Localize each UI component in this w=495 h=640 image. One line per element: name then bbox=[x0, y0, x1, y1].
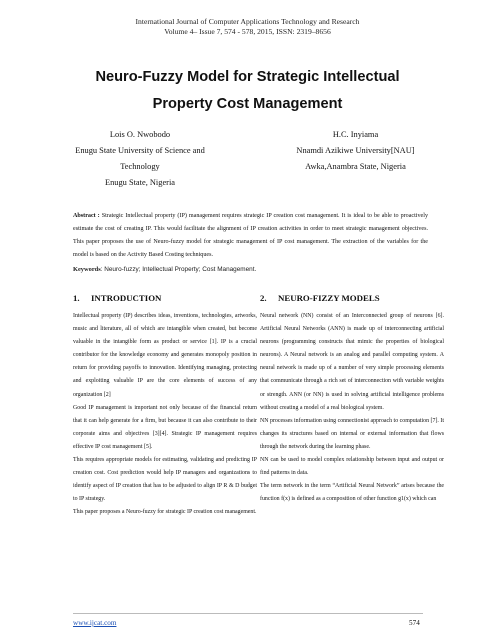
paragraph: Neural network (NN) consist of an Interconnected group of neurons [6]. Artificial Neural Networks (ANN) is made up of interconnecting artificial neurons (programming constructs that mimic the properties of biological neurons). A Neural network is an analog and parallel computing system. A neural network is made up of a number of very simple processing elements that communicate through a rich set of interconnection with variable weights or strength. ANN (or NN) is used in solving artificial intelligence problems without creating a model of a real biological system. bbox=[260, 313, 444, 411]
paragraph: NN processes information using connectionist approach to computation [7]. It changes its structures based on internal or external information that flows through the network during the learning phase. bbox=[260, 417, 444, 450]
paragraph: This paper proposes a Neuro-fuzzy for strategic IP creation cost management. bbox=[73, 509, 257, 516]
section-heading bbox=[73, 292, 257, 304]
journal-header bbox=[0, 17, 495, 37]
footer-divider bbox=[73, 613, 423, 614]
abstract bbox=[73, 210, 428, 262]
abstract-label: Abstract : bbox=[73, 213, 100, 219]
author-name: H.C. Inyiama bbox=[332, 130, 379, 139]
page-number: 574 bbox=[409, 619, 420, 627]
keywords-text: : Neuro-fuzzy; Intellectual Property; Cost Management. bbox=[100, 266, 257, 273]
author-affiliation-line: Technology bbox=[120, 162, 160, 171]
keywords-label: Keywords bbox=[73, 266, 101, 273]
author-affiliation-line: Awka,Anambra State, Nigeria bbox=[305, 162, 406, 171]
abstract-text: Strategic Intellectual property (IP) management requires strategic IP creation cost management. It is ideal to be able to proactively estimate the cost of creating IP. This would facilitate the alignment of IP creation activities in order to meet strategic management objectives. This paper proposes the use of Neuro-fuzzy model for strategic management of IP cost management. The extraction of the variables for the model is based on the Activity Based Costing techniques. bbox=[73, 213, 428, 258]
title-line-2: Property Cost Management bbox=[152, 96, 343, 112]
section-title: INTRODUCTION bbox=[91, 293, 162, 303]
section-number: 2. bbox=[260, 293, 267, 303]
section-heading bbox=[260, 292, 444, 304]
paragraph: This requires appropriate models for estimating, validating and predicting IP creation cost. Cost prediction would help IP managers and organizations to identify aspect of IP creation that has to be adjusted to align IP R & D budget to IP strategy. bbox=[73, 457, 257, 503]
journal-name: International Journal of Computer Applications Technology and Research bbox=[135, 17, 360, 26]
section-title: NEURO-FIZZY MODELS bbox=[278, 293, 380, 303]
paragraph: NN can be used to model complex relationship between input and output or find patterns in data. bbox=[260, 457, 444, 477]
keywords bbox=[73, 264, 433, 276]
author-block-2 bbox=[253, 127, 458, 175]
section-introduction bbox=[73, 292, 257, 520]
section-number: 1. bbox=[73, 293, 80, 303]
author-name: Lois O. Nwobodo bbox=[109, 130, 171, 139]
title-line-1: Neuro-Fuzzy Model for Strategic Intellectual bbox=[95, 69, 400, 85]
section-neuro-fuzzy-models bbox=[260, 292, 444, 506]
author-affiliation-line: Enugu State, Nigeria bbox=[104, 178, 175, 187]
author-block-1 bbox=[40, 127, 240, 191]
paragraph: The term network in the term “Artificial Neural Network” arises because the function f(x) is defined as a composition of other function g1(x) which can bbox=[260, 483, 444, 503]
journal-volume-info: Volume 4– Issue 7, 574 - 578, 2015, ISSN: 2319–8656 bbox=[164, 27, 331, 36]
author-affiliation-line: Nnamdi Azikiwe University[NAU] bbox=[296, 146, 415, 155]
paper-title bbox=[30, 64, 465, 118]
author-affiliation-line: Enugu State University of Science and bbox=[75, 146, 205, 155]
footer-journal-link[interactable]: www.ijcat.com bbox=[73, 619, 117, 627]
paragraph: Good IP management is important not only because of the financial return that it can help generate for a firm, but because it can also contribute to their corporate aims and objectives [3][4]. Strategic IP management requires effective IP cost management [5]. bbox=[73, 404, 257, 450]
paragraph: Intellectual property (IP) describes ideas, inventions, technologies, artworks, music and literature, all of which are intangible when created, but become valuable in the intangible form as product or service [1]. IP is a crucial contributor for the knowledge economy and generates monopoly position in return for providing payoffs to innovation. Identifying managing, protecting and exploiting valuable IP are the core elements of success of any organization [2] bbox=[73, 313, 257, 398]
